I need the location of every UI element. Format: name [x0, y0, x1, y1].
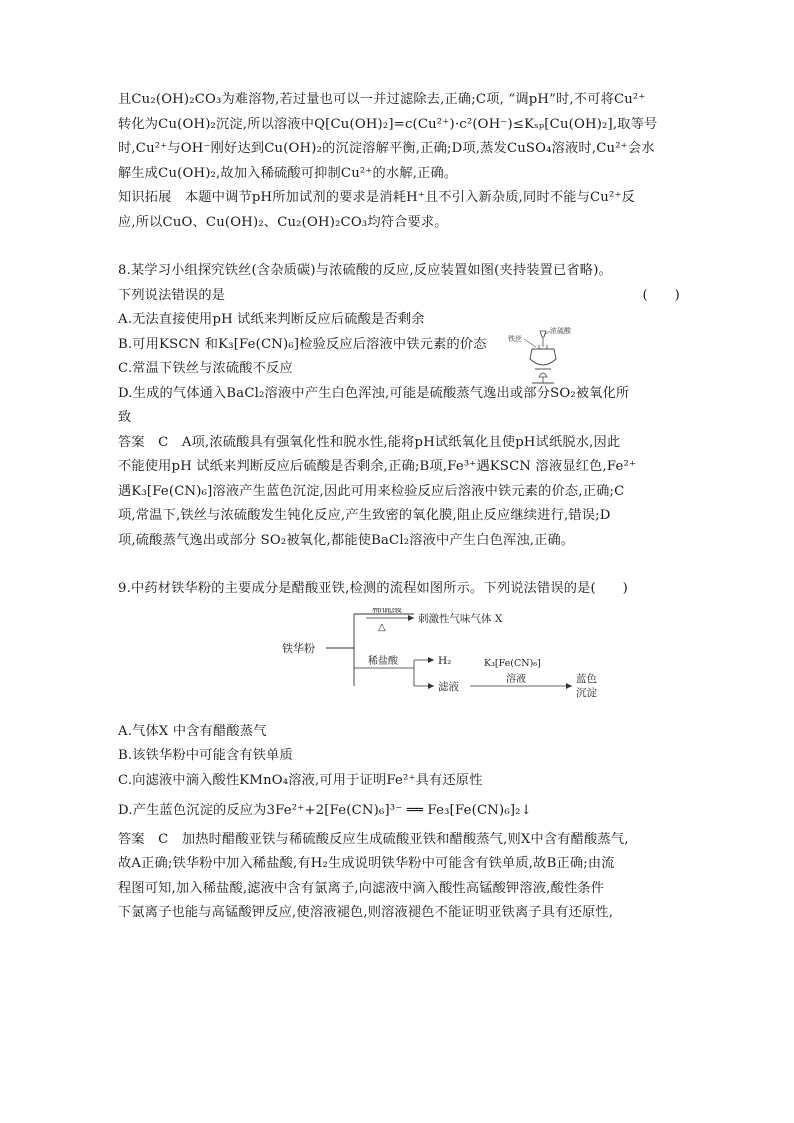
gas-x-label: 刺激性气味气体 X: [418, 612, 503, 625]
acid1-label: 稀硫酸: [372, 607, 402, 615]
page-content: [118, 88, 684, 926]
text-line: 且Cu₂(OH)₂CO₃为难溶物,若过量也可以一并过滤除去,正确;C项, “调pH”时,不可将Cu²⁺: [118, 92, 646, 107]
q8-option-d: D.生成的气体通入BaCl₂溶液中产生白色浑浊,可能是硫酸蒸气逸出或部分SO₂被氧化所: [118, 385, 630, 401]
h2-label: H₂: [438, 654, 452, 667]
product-precipitate-label: 沉淀: [576, 686, 597, 699]
q8-answer: 项,常温下,铁丝与浓硫酸发生钝化反应,产生致密的氧化膜,阻止反应继续进行,错误;D: [118, 508, 611, 523]
acid-label: 浓硫酸: [550, 327, 571, 335]
flow-start: 铁华粉: [282, 641, 315, 655]
flow-diagram: [270, 608, 690, 708]
q8-stem: 8.某学习小组探究铁丝(含杂质碳)与浓硫酸的反应,反应装置如图(夹持装置已省略)。: [118, 263, 612, 278]
q8-option-c: C.常温下铁丝与浓硫酸不反应: [118, 361, 293, 376]
question-8: [118, 259, 684, 553]
question-9: [118, 577, 684, 926]
apparatus-figure: [506, 323, 586, 393]
q8-answer: 遇K₃[Fe(CN)₆]溶液产生蓝色沉淀,因此可用来检验反应后溶液中铁元素的价态,正确;C: [118, 483, 625, 499]
q9-option-d: D.产生蓝色沉淀的反应为3Fe²⁺+2[Fe(CN)₆]³⁻ ══ Fe₃[Fe(CN)₆]₂↓: [118, 803, 532, 818]
heat-label: △: [378, 621, 386, 633]
q8-answer: 项,硫酸蒸气逸出或部分 SO₂被氧化,都能使BaCl₂溶液中产生白色浑浊,正确。: [118, 532, 575, 548]
q9-option-c: C.向滤液中滴入酸性KMnO₄溶液,可用于证明Fe²⁺具有还原性: [118, 772, 483, 788]
text-line: 应,所以CuO、Cu(OH)₂、Cu₂(OH)₂CO₃均符合要求。: [118, 214, 448, 230]
text-line: 转化为Cu(OH)₂沉淀,所以溶液中Q[Cu(OH)₂]=c(Cu²⁺)·c²(OH⁻)≤Kₛₚ[Cu(OH)₂],取等号: [118, 116, 658, 132]
reagent-label: K₃[Fe(CN)₆]: [484, 657, 541, 669]
product-blue-label: 蓝色: [576, 672, 597, 685]
answer-paren: ( ): [642, 287, 680, 303]
q9-option-b: B.该铁华粉中可能含有铁单质: [118, 748, 293, 763]
q8-answer: 不能使用pH 试纸来判断反应后硫酸是否剩余,正确;B项,Fe³⁺遇KSCN 溶液显红色,Fe²⁺: [118, 459, 637, 474]
q9-option-a: A.气体X 中含有醋酸蒸气: [118, 723, 267, 739]
q8-stem: 下列说法错误的是 ( ): [118, 284, 684, 309]
q8-option-a: A.无法直接使用pH 试纸来判断反应后硫酸是否剩余: [118, 312, 425, 327]
text-line: 时,Cu²⁺与OH⁻刚好达到Cu(OH)₂的沉淀溶解平衡,正确;D项,蒸发CuSO₄溶液时,Cu²⁺会水: [118, 141, 655, 156]
q8-option-b: B.可用KSCN 和K₃[Fe(CN)₆]检验反应后溶液中铁元素的价态: [118, 336, 487, 352]
acid2-label: 稀盐酸: [368, 655, 398, 667]
filtrate-label: 滤液: [438, 680, 459, 693]
q9-answer: 故A正确;铁华粉中加入稀盐酸,有H₂生成说明铁华粉中可能含有铁单质,故B正确;由流: [118, 856, 615, 871]
text-line: 解生成Cu(OH)₂,故加入稀硫酸可抑制Cu²⁺的水解,正确。: [118, 165, 458, 181]
q9-answer: 答案 C 加热时醋酸亚铁与稀硫酸反应生成硫酸亚铁和醋酸蒸气,则X中含有醋酸蒸气,: [118, 831, 629, 847]
q8-option-d-cont: 致: [118, 410, 132, 425]
q7-explanation: [118, 88, 684, 235]
reagent-solution-label: 溶液: [506, 673, 526, 685]
knowledge-tip: 知识拓展 本题中调节pH所加试剂的要求是消耗H⁺且不引入新杂质,同时不能与Cu²⁺反: [118, 190, 636, 205]
q8-answer: 答案 C A项,浓硫酸具有强氧化性和脱水性,能将pH试纸氧化且使pH试纸脱水,因此: [118, 434, 621, 450]
q9-stem: 9.中药材铁华粉的主要成分是醋酸亚铁,检测的流程如图所示。下列说法错误的是( ): [118, 581, 629, 596]
iron-wire-label: 铁丝: [508, 335, 522, 343]
q9-answer: 程图可知,加入稀盐酸,滤液中含有氯离子,向滤液中滴入酸性高锰酸钾溶液,酸性条件: [118, 880, 605, 896]
q9-answer: 下氯离子也能与高锰酸钾反应,使溶液褪色,则溶液褪色不能证明亚铁离子具有还原性,: [118, 905, 614, 920]
